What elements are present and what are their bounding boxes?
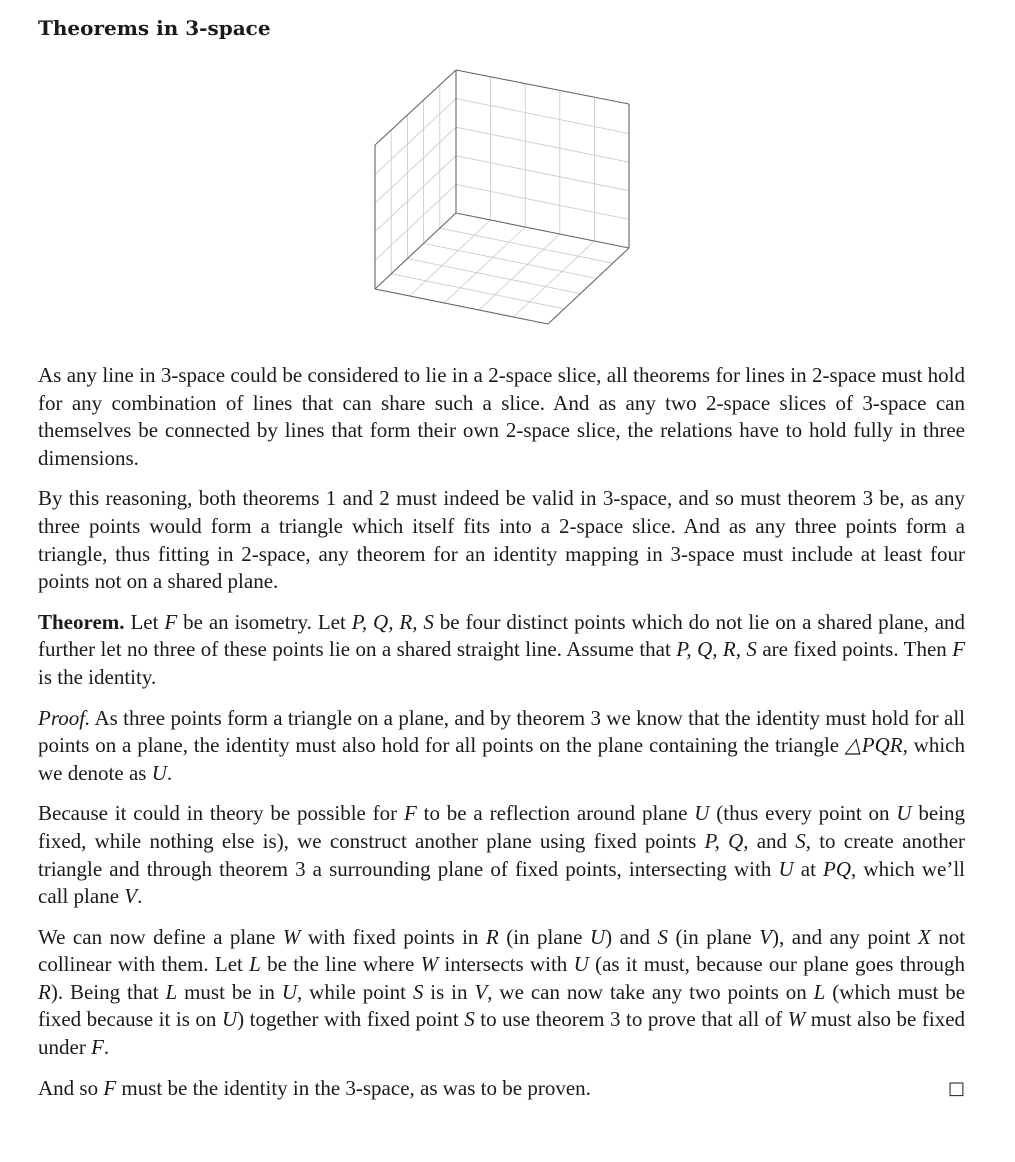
floor-grid-line	[407, 259, 580, 294]
proof-paragraph-1: Proof. As three points form a triangle on a plane, and by theorem 3 we know that the identity must hold for all points on a plane, the identity must also hold for all points on the plane containing the triangle △PQR, which we denote as U.	[38, 705, 965, 785]
right-wall-grid-line	[456, 99, 629, 134]
proof-paragraph-2: Because it could in theory be possible for F to be a reflection around plane U (thus every point on U being fixed, while nothing else is), we construct another plane using fixed points P, Q, and S, to create another triangle and through theorem 3 a surrounding plane of fixed points, intersecting with U at PQ, which we’ll call plane V.	[38, 801, 966, 909]
section-title: Theorems in 3-space	[38, 16, 271, 40]
theorem-label: Theorem.	[38, 609, 125, 634]
left-wall-grid-line	[375, 99, 456, 175]
left-wall-grid-line	[375, 127, 456, 203]
paragraph-2: By this reasoning, both theorems 1 and 2 must indeed be valid in 3-space, and so must theorem 3 be, as any three points would form a triangle which itself fits into a 2-space slice. And as any three points form a triangle, thus fitting in 2-space, any theorem for an identity mapping in 3-space must include at least four points not on a shared plane.	[38, 486, 965, 594]
floor-grid-line	[479, 234, 560, 310]
cube-grid-figure	[360, 60, 650, 335]
proof-label: Proof.	[38, 705, 91, 730]
pane-edge	[456, 70, 629, 104]
right-wall-grid-line	[456, 156, 629, 191]
cube-grid-svg	[360, 60, 650, 335]
floor-grid-line	[444, 227, 525, 303]
floor-grid-line	[410, 220, 491, 296]
pane-edge	[375, 70, 456, 145]
floor-grid-line	[513, 241, 594, 317]
right-wall-grid-line	[456, 127, 629, 162]
floor-grid-line	[424, 243, 597, 278]
paragraph-1: As any line in 3-space could be considered to lie in a 2-space slice, all theorems for lines in 2-space must hold for any combination of lines that can share such a slice. And as any two 2-space slices of 3-space can themselves be connected by lines that form their own 2-space slice, the relations have to hold fully in three dimensions.	[38, 363, 965, 470]
pane-edge	[375, 213, 456, 289]
proof-paragraph-3: We can now define a plane W with fixed points in R (in plane U) and S (in plane V), and any point X not collinear with them. Let L be the line where W intersects with U (as it must, because our plane goes through R). Being that L must be in U, while point S is in V, we can now take any two points on L (which must be fixed because it is on U) together with fixed point S to use theorem 3 to prove that all of W must also be fixed under F.	[38, 924, 966, 1060]
x-axis-line	[375, 289, 548, 324]
qed-symbol: □	[947, 1077, 965, 1099]
pane-edge	[456, 213, 629, 248]
right-wall-grid-line	[456, 184, 629, 219]
proof-conclusion: And so F must be the identity in the 3-space, as was to be proven. □	[38, 1075, 965, 1103]
theorem-statement: Theorem. Let F be an isometry. Let P, Q, R, S be four distinct points which do not lie on a shared plane, and further let no three of these points lie on a shared straight line. Assume that P, Q, R, S are fixed points. Then F is the identity.	[38, 609, 966, 689]
body-text	[38, 362, 965, 1115]
floor-grid-line	[440, 228, 613, 263]
left-wall-grid-line	[375, 184, 456, 260]
left-wall-grid-line	[375, 156, 456, 232]
y-axis-line	[548, 248, 629, 324]
floor-grid-line	[391, 274, 564, 309]
